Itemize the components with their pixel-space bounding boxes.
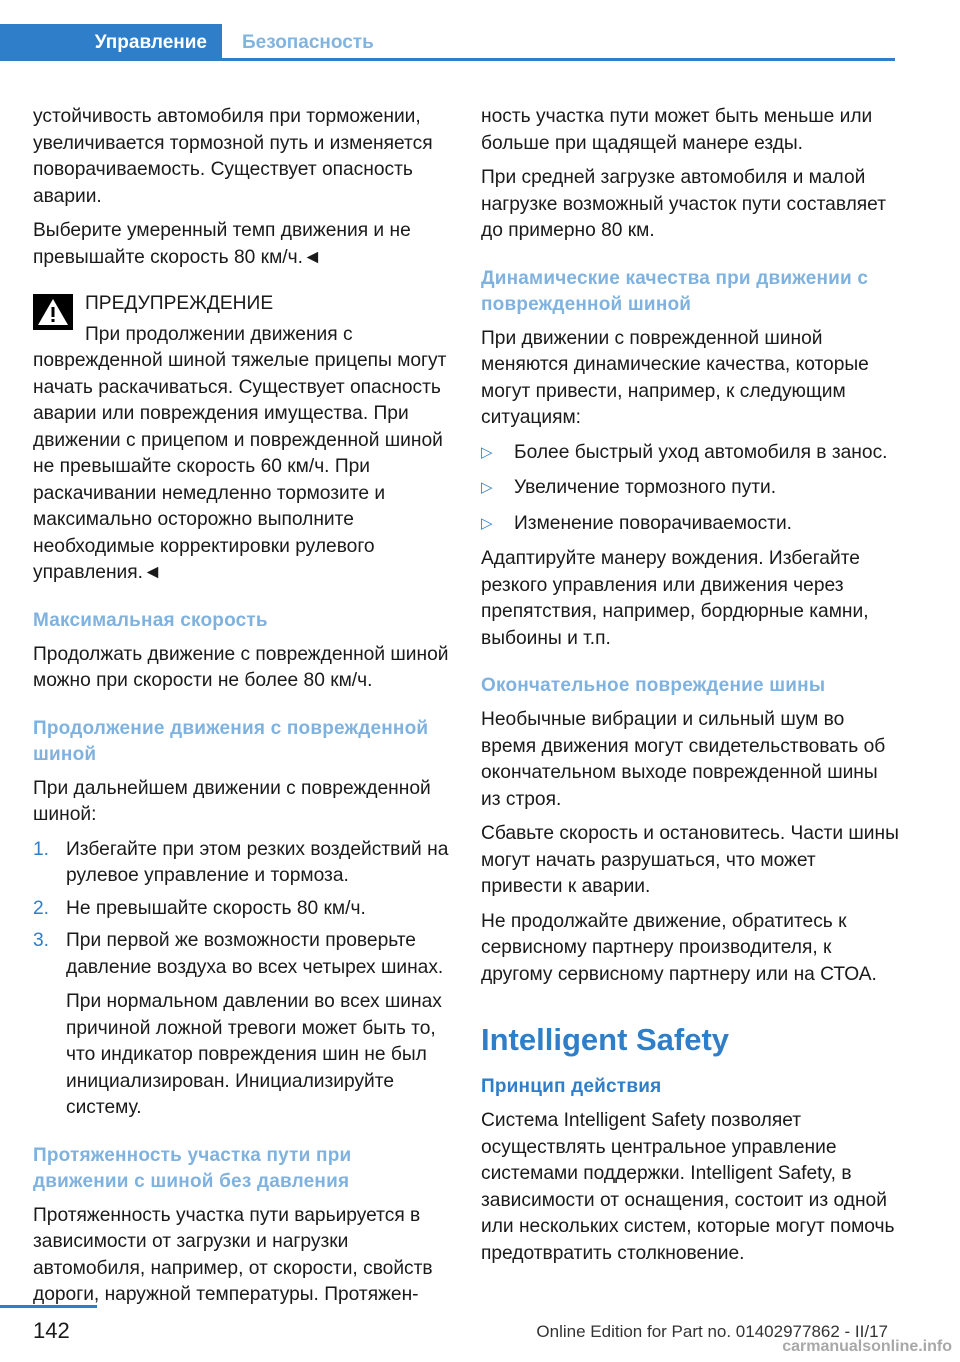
list-item-text: Более быстрый уход автомобиля в занос. (514, 441, 888, 463)
step-text: Не превышайте скорость 80 км/ч. (66, 897, 366, 919)
list-item-text: Увеличение тормозного пути. (514, 477, 777, 498)
tab-controls[interactable]: Управление (0, 24, 222, 61)
step-extra-text: При нормальном давлении во всех шинах причиной ложной тревоги может быть то, что индикатор повреждения шин не был инициализирован. Инициализируйте систему. (66, 991, 442, 1118)
warning-block (33, 291, 451, 587)
watermark: carmanualsonline.info (782, 1338, 952, 1355)
chapter-title-intelligent-safety: Intelligent Safety (481, 1022, 730, 1057)
header-divider (0, 58, 895, 61)
paragraph: При движении с поврежденной шиной меняются динамические качества, которые могут привести, например, к следующим ситуациям: (481, 327, 869, 428)
page-number: 142 (33, 1318, 70, 1343)
list-item (481, 475, 901, 502)
section-heading-principle: Принцип действия (481, 1076, 662, 1097)
list-item (33, 896, 451, 923)
paragraph: Не продолжайте движение, обратитесь к сервисному партнеру производителя, к другому сервисному партнеру или на СТОА. (481, 910, 877, 985)
list-item (481, 511, 901, 538)
section-heading-distance: Протяженность участка пути при движении с шиной без давления (33, 1144, 352, 1192)
footer-divider (0, 1305, 97, 1308)
step-number: 1. (33, 838, 50, 860)
paragraph: ность участка пути может быть меньше или больше при щадящей манере езды. (481, 106, 873, 154)
tab-safety[interactable]: Безопасность (242, 31, 374, 53)
paragraph: Протяженность участка пути варьируется в зависимости от загрузки и нагрузки автомобиля, например, от скорости, свойств дороги, наружной температуры. Протяжен- (33, 1204, 433, 1305)
section-heading-max-speed: Максимальная скорость (33, 609, 268, 631)
list-item (33, 837, 451, 890)
right-column (481, 104, 901, 1275)
warning-triangle-icon (33, 294, 73, 330)
step-number: 2. (33, 897, 50, 919)
triangle-bullet-icon: ▷ (481, 443, 493, 461)
paragraph: Адаптируйте манеру вождения. Избегайте резкого управления или движения через препятствия, например, бордюрные камни, выбоины и т.п. (481, 548, 869, 649)
paragraph: Сбавьте скорость и остановитесь. Части шины могут начать разрушаться, что может привести к аварии. (481, 823, 899, 897)
paragraph: Выберите умеренный темп движения и не превышайте скорость 80 км/ч.◄ (33, 220, 411, 268)
page-header (0, 0, 895, 62)
paragraph: При средней загрузке автомобиля и малой нагрузке возможный участок пути составляет до примерно 80 км. (481, 167, 886, 241)
step-number: 3. (33, 930, 50, 951)
section-heading-continue-driving: Продолжение движения с поврежденной шиной (33, 717, 429, 765)
warning-text: При продолжении движения с поврежденной шиной тяжелые прицепы могут начать раскачиваться. Существует опасность аварии или повреждения имущества. При движении с прицепом и поврежденной шиной не превышайте скорость 60 км/ч. При раскачивании немедленно тормозите и максимально осторожно выполните необходимые корректировки рулевого управления.◄ (33, 323, 447, 583)
section-heading-dynamics: Динамические качества при движении с поврежденной шиной (481, 267, 869, 315)
warning-title: ПРЕДУПРЕЖДЕНИЕ (85, 293, 274, 314)
section-heading-final-damage: Окончательное повреждение шины (481, 675, 826, 696)
dynamics-list (481, 440, 901, 538)
list-item-text: Изменение поворачиваемости. (514, 512, 792, 534)
step-text: Избегайте при этом резких воздействий на рулевое управление и тормоза. (66, 838, 449, 886)
paragraph: устойчивость автомобиля при торможении, увеличивается тормозной путь и изменяется поворачиваемость. Существует опасность аварии. (33, 106, 433, 207)
list-item (481, 440, 901, 467)
triangle-bullet-icon: ▷ (481, 514, 493, 532)
step-text: При первой же возможности проверьте давление воздуха во всех четырех шинах. (66, 930, 444, 978)
paragraph: Система Intelligent Safety позволяет осуществлять центральное управление системами поддержки. Intelligent Safety, в зависимости от оснащения, состоит из одной или нескольких систем, которые могут помочь предотвратить столкновение. (481, 1110, 895, 1264)
paragraph: При дальнейшем движении с поврежденной шиной: (33, 777, 431, 825)
left-column (33, 104, 451, 1317)
list-item (33, 928, 451, 1122)
steps-list (33, 837, 451, 1122)
paragraph: Продолжать движение с поврежденной шиной можно при скорости не более 80 км/ч. (33, 643, 449, 691)
triangle-bullet-icon: ▷ (481, 479, 493, 496)
paragraph: Необычные вибрации и сильный шум во время движения могут свидетельствовать об окончательном выходе поврежденной шины из строя. (481, 709, 886, 810)
edition-info: Online Edition for Part no. 01402977862 - II/17 (536, 1322, 888, 1341)
